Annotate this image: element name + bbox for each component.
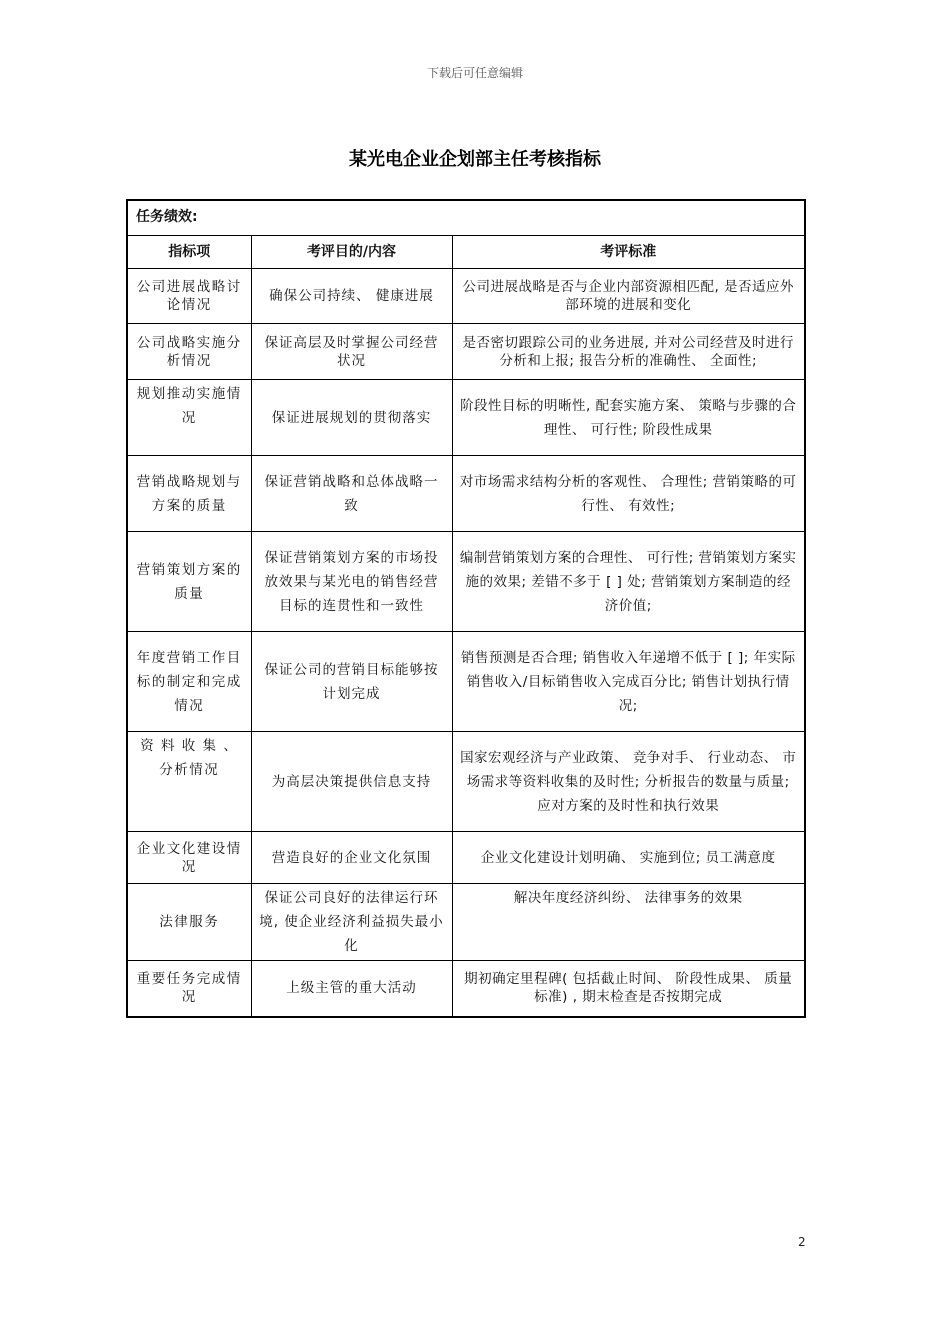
purpose-cell: 上级主管的重大活动: [251, 961, 452, 1016]
table-row: [128, 961, 804, 1016]
indicator-cell: 公司战略实施分析情况: [128, 324, 251, 380]
indicator-cell: 法律服务: [128, 884, 251, 961]
table-row: [128, 632, 804, 732]
table-row: [128, 732, 804, 832]
purpose-cell: 为高层决策提供信息支持: [251, 732, 452, 832]
purpose-cell: 保证公司良好的法律运行环境, 使企业经济利益损失最小化: [251, 884, 452, 961]
column-header-standard: 考评标准: [452, 236, 804, 269]
kpi-table: [126, 199, 806, 1018]
purpose-cell: 保证高层及时掌握公司经营状况: [251, 324, 452, 380]
table-row: [128, 324, 804, 380]
indicator-cell: 企业文化建设情况: [128, 832, 251, 884]
table-row: [128, 532, 804, 632]
purpose-cell: 保证公司的营销目标能够按计划完成: [251, 632, 452, 732]
standard-cell: 是否密切跟踪公司的业务进展, 并对公司经营及时进行分析和上报; 报告分析的准确性、 全面性;: [452, 324, 804, 380]
table-row: [128, 884, 804, 961]
table-row: [128, 832, 804, 884]
indicator-cell: 年度营销工作目标的制定和完成情况: [128, 632, 251, 732]
standard-cell: 期初确定里程碑( 包括截止时间、 阶段性成果、 质量标准) , 期末检查是否按期完成: [452, 961, 804, 1016]
table-row: [128, 269, 804, 324]
indicator-cell: 资 料 收 集 、分析情况: [128, 732, 251, 832]
header-note: 下载后可任意编辑: [426, 66, 523, 80]
indicator-cell: 营销策划方案的质量: [128, 532, 251, 632]
table-header-row: [128, 236, 804, 269]
standard-cell: 公司进展战略是否与企业内部资源相匹配, 是否适应外部环境的进展和变化: [452, 269, 804, 324]
purpose-cell: 保证营销策划方案的市场投放效果与某光电的销售经营目标的连贯性和一致性: [251, 532, 452, 632]
column-header-item: 指标项: [128, 236, 251, 269]
standard-cell: 企业文化建设计划明确、 实施到位; 员工满意度: [452, 832, 804, 884]
kpi-grid: [128, 236, 804, 1016]
standard-cell: 阶段性目标的明晰性, 配套实施方案、 策略与步骤的合理性、 可行性; 阶段性成果: [452, 380, 804, 456]
column-header-purpose: 考评目的/内容: [251, 236, 452, 269]
standard-cell: 对市场需求结构分析的客观性、 合理性; 营销策略的可行性、 有效性;: [452, 456, 804, 532]
document-title: 某光电企业企划部主任考核指标: [349, 149, 601, 170]
standard-cell: 国家宏观经济与产业政策、 竞争对手、 行业动态、 市场需求等资料收集的及时性; 分析报告的数量与质量; 应对方案的及时性和执行效果: [452, 732, 804, 832]
section-label: 任务绩效:: [128, 201, 804, 236]
indicator-cell: 重要任务完成情况: [128, 961, 251, 1016]
purpose-cell: 确保公司持续、 健康进展: [251, 269, 452, 324]
table-row: [128, 456, 804, 532]
standard-cell: 编制营销策划方案的合理性、 可行性; 营销策划方案实施的效果; 差错不多于 [ ] 处; 营销策划方案制造的经济价值;: [452, 532, 804, 632]
indicator-cell: 规划推动实施情况: [128, 380, 251, 456]
table-row: [128, 380, 804, 456]
indicator-cell: 营销战略规划与方案的质量: [128, 456, 251, 532]
indicator-cell: 公司进展战略讨论情况: [128, 269, 251, 324]
purpose-cell: 保证进展规划的贯彻落实: [251, 380, 452, 456]
purpose-cell: 保证营销战略和总体战略一致: [251, 456, 452, 532]
purpose-cell: 营造良好的企业文化氛围: [251, 832, 452, 884]
standard-cell: 解决年度经济纠纷、 法律事务的效果: [452, 884, 804, 961]
page-number: 2: [798, 1235, 806, 1249]
standard-cell: 销售预测是否合理; 销售收入年递增不低于 [ ]; 年实际销售收入/目标销售收入完成百分比; 销售计划执行情况;: [452, 632, 804, 732]
